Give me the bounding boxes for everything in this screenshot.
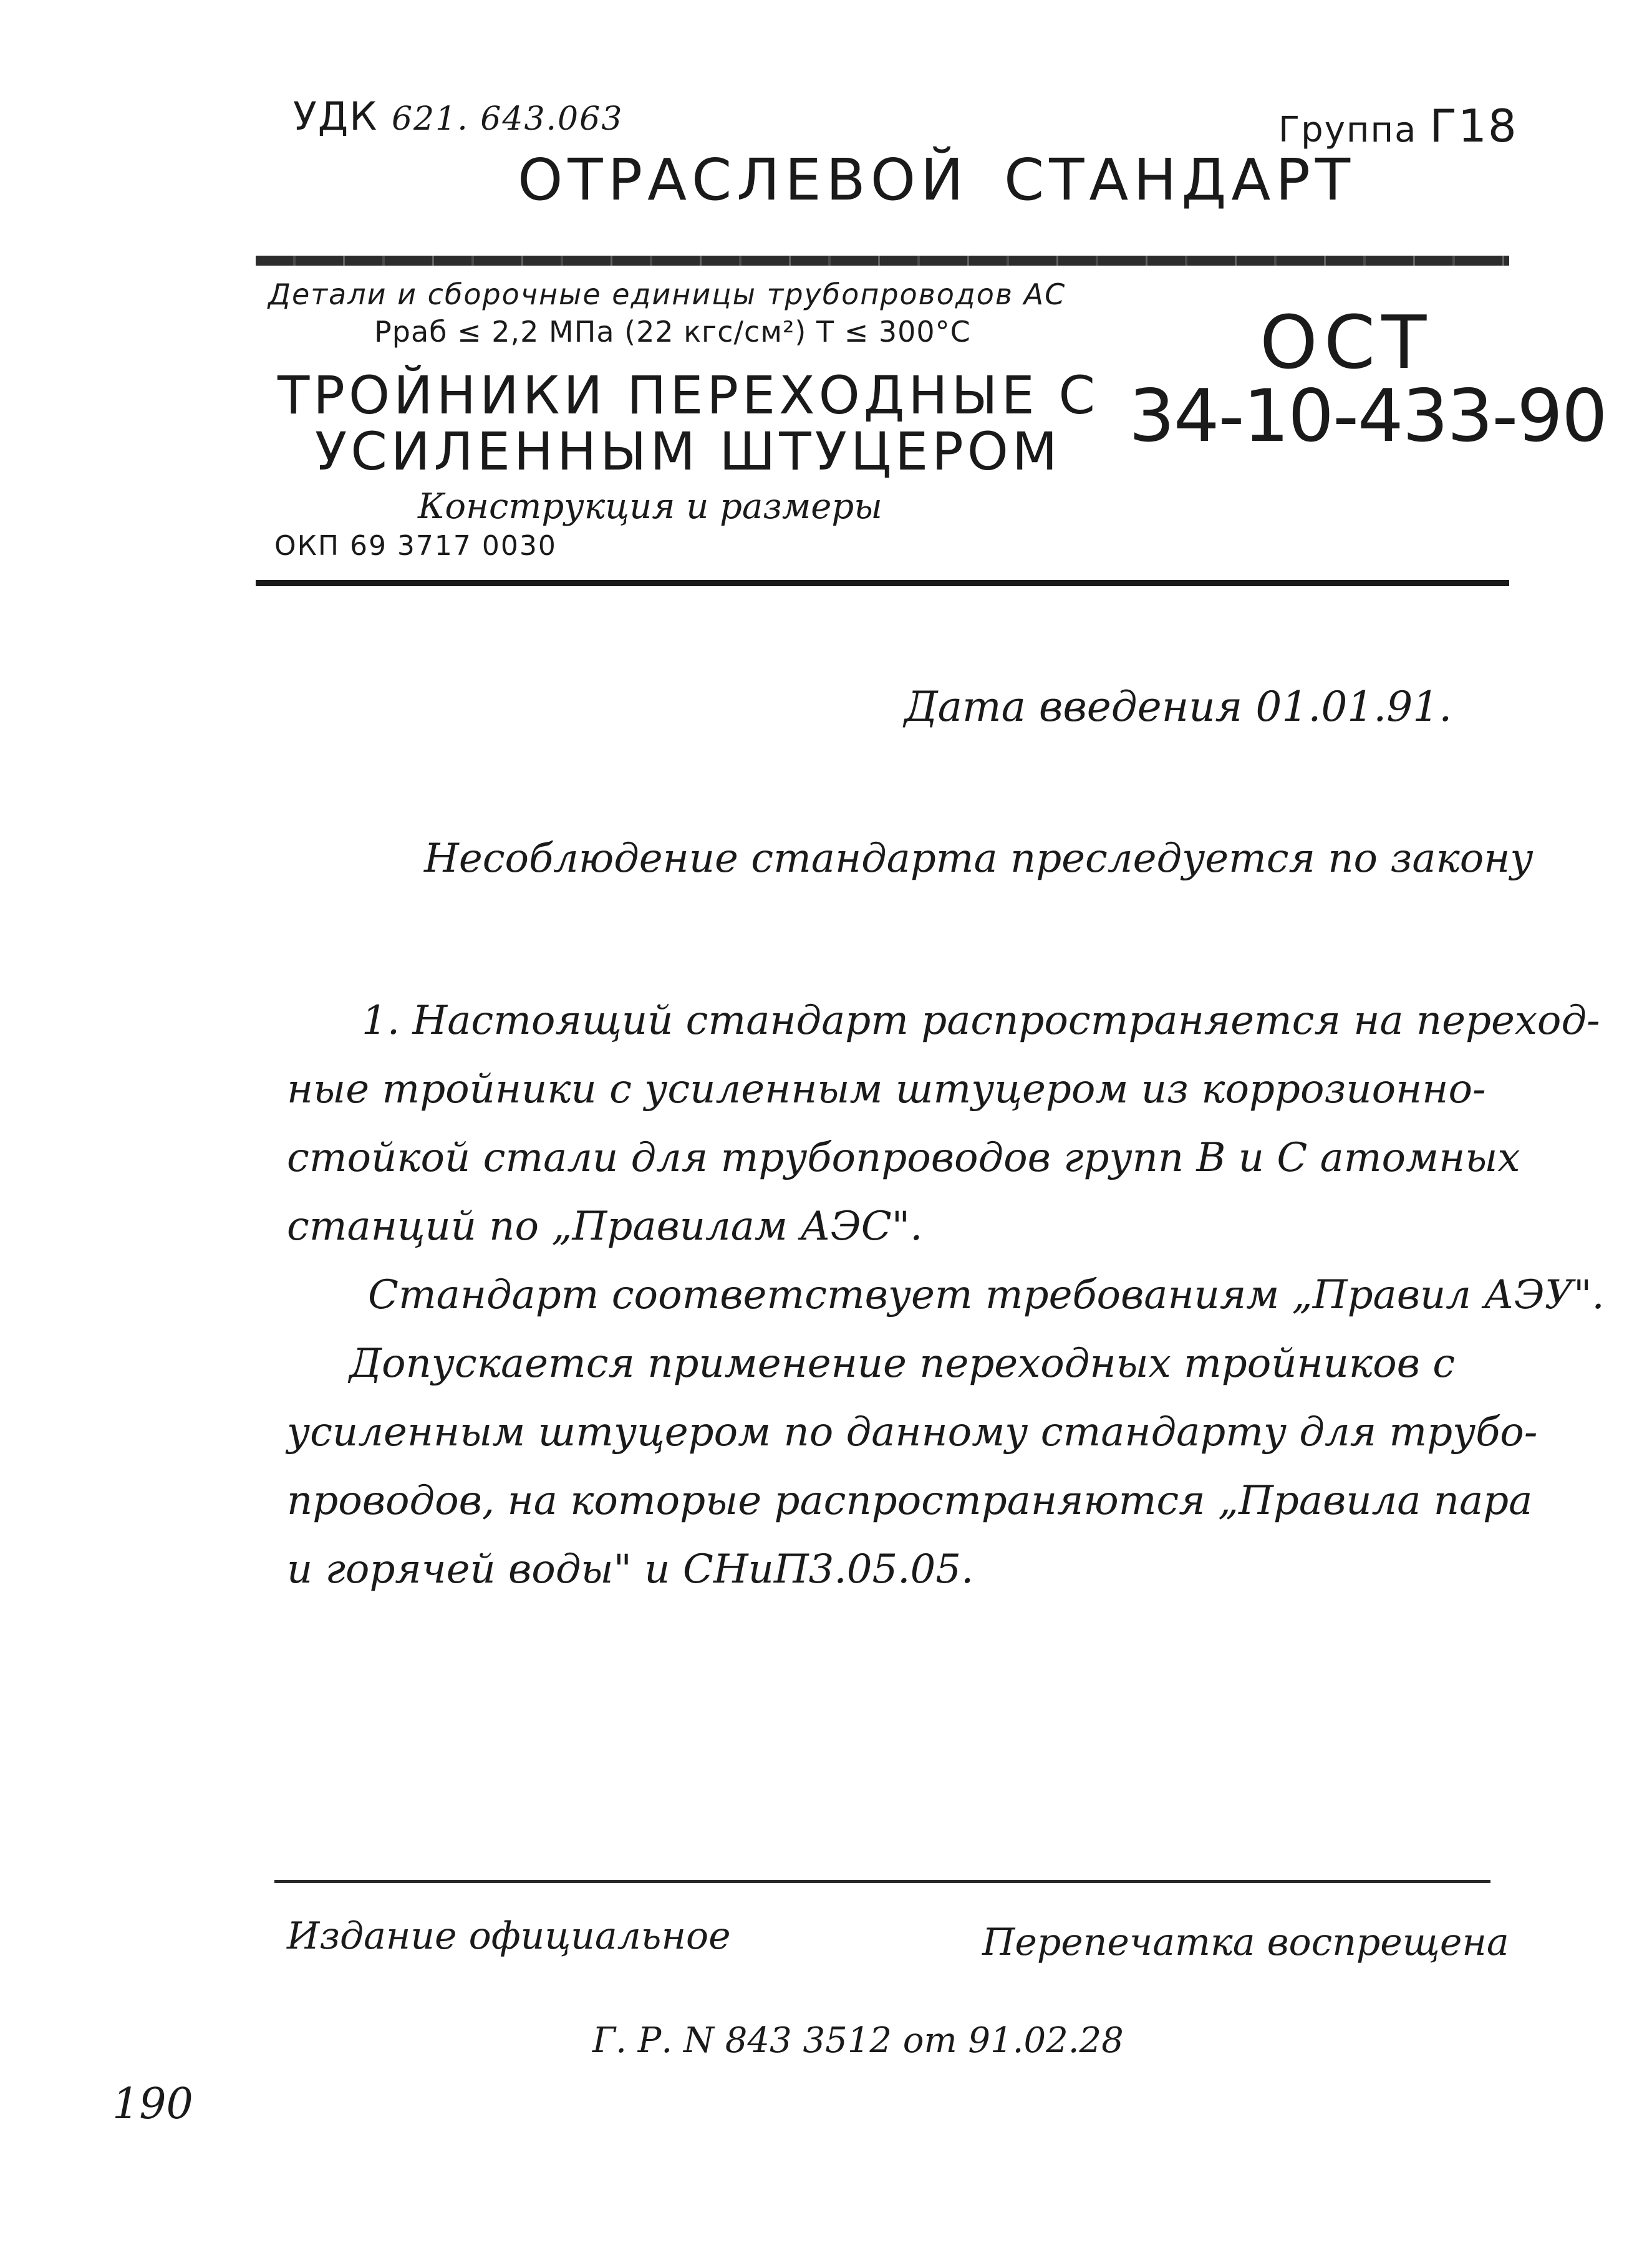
udk-value: 621. 643.063: [391, 100, 624, 138]
paragraph-line: 1. Настоящий стандарт распространяется на переход-: [362, 998, 1600, 1044]
okp-code: ОКП 69 3717 0030: [274, 530, 557, 562]
registration-number: Г. Р. N 843 3512 от 91.02.28: [592, 2020, 1124, 2061]
ost-label: ОСТ: [1260, 299, 1433, 385]
law-notice: Несоблюдение стандарта преследуется по закону: [424, 836, 1534, 882]
industry-heading: ОТРАСЛЕВОЙ: [518, 147, 968, 213]
title-line-1: ТРОЙНИКИ ПЕРЕХОДНЫЕ С: [278, 365, 1099, 426]
title-line-2: УСИЛЕННЫМ ШТУЦЕРОМ: [315, 421, 1061, 482]
paragraph-line: станций по „Правилам АЭС".: [287, 1203, 923, 1250]
edition-note: Издание официальное: [287, 1914, 731, 1958]
paragraph-line: стойкой стали для трубопроводов групп В и С атомных: [287, 1135, 1520, 1181]
group-value: Г18: [1429, 100, 1518, 152]
details-line: Детали и сборочные единицы трубопроводов АС: [268, 277, 1066, 311]
ost-number: 34-10-433-90: [1129, 374, 1606, 458]
standard-heading: СТАНДАРТ: [1004, 147, 1356, 213]
group-code: [1278, 100, 1518, 152]
paragraph-line: и горячей воды" и СНиП3.05.05.: [287, 1546, 974, 1593]
title-top-rule: [256, 256, 1509, 266]
paragraph-line: ные тройники с усиленным штуцером из коррозионно-: [287, 1066, 1486, 1112]
footer-rule: [274, 1880, 1490, 1883]
group-label: Группа: [1278, 110, 1418, 150]
udk-code: [293, 94, 623, 139]
page-number: 190: [112, 2080, 193, 2129]
paragraph-line: Стандарт соответствует требованиям „Правил АЭУ".: [368, 1272, 1605, 1318]
reprint-note: Перепечатка воспрещена: [982, 1921, 1509, 1964]
pressure-line: Рраб ≤ 2,2 МПа (22 кгс/см²) Т ≤ 300°С: [374, 315, 971, 349]
udk-label: УДК: [293, 94, 379, 139]
subtitle: Конструкция и размеры: [418, 486, 882, 527]
paragraph-line: Допускается применение переходных тройников с: [349, 1341, 1456, 1387]
paragraph-line: проводов, на которые распространяются „Правила пара: [287, 1478, 1533, 1524]
introduction-date: Дата введения 01.01.91.: [904, 683, 1452, 731]
title-bottom-rule: [256, 580, 1509, 586]
paragraph-line: усиленным штуцером по данному стандарту для трубо-: [287, 1409, 1538, 1455]
